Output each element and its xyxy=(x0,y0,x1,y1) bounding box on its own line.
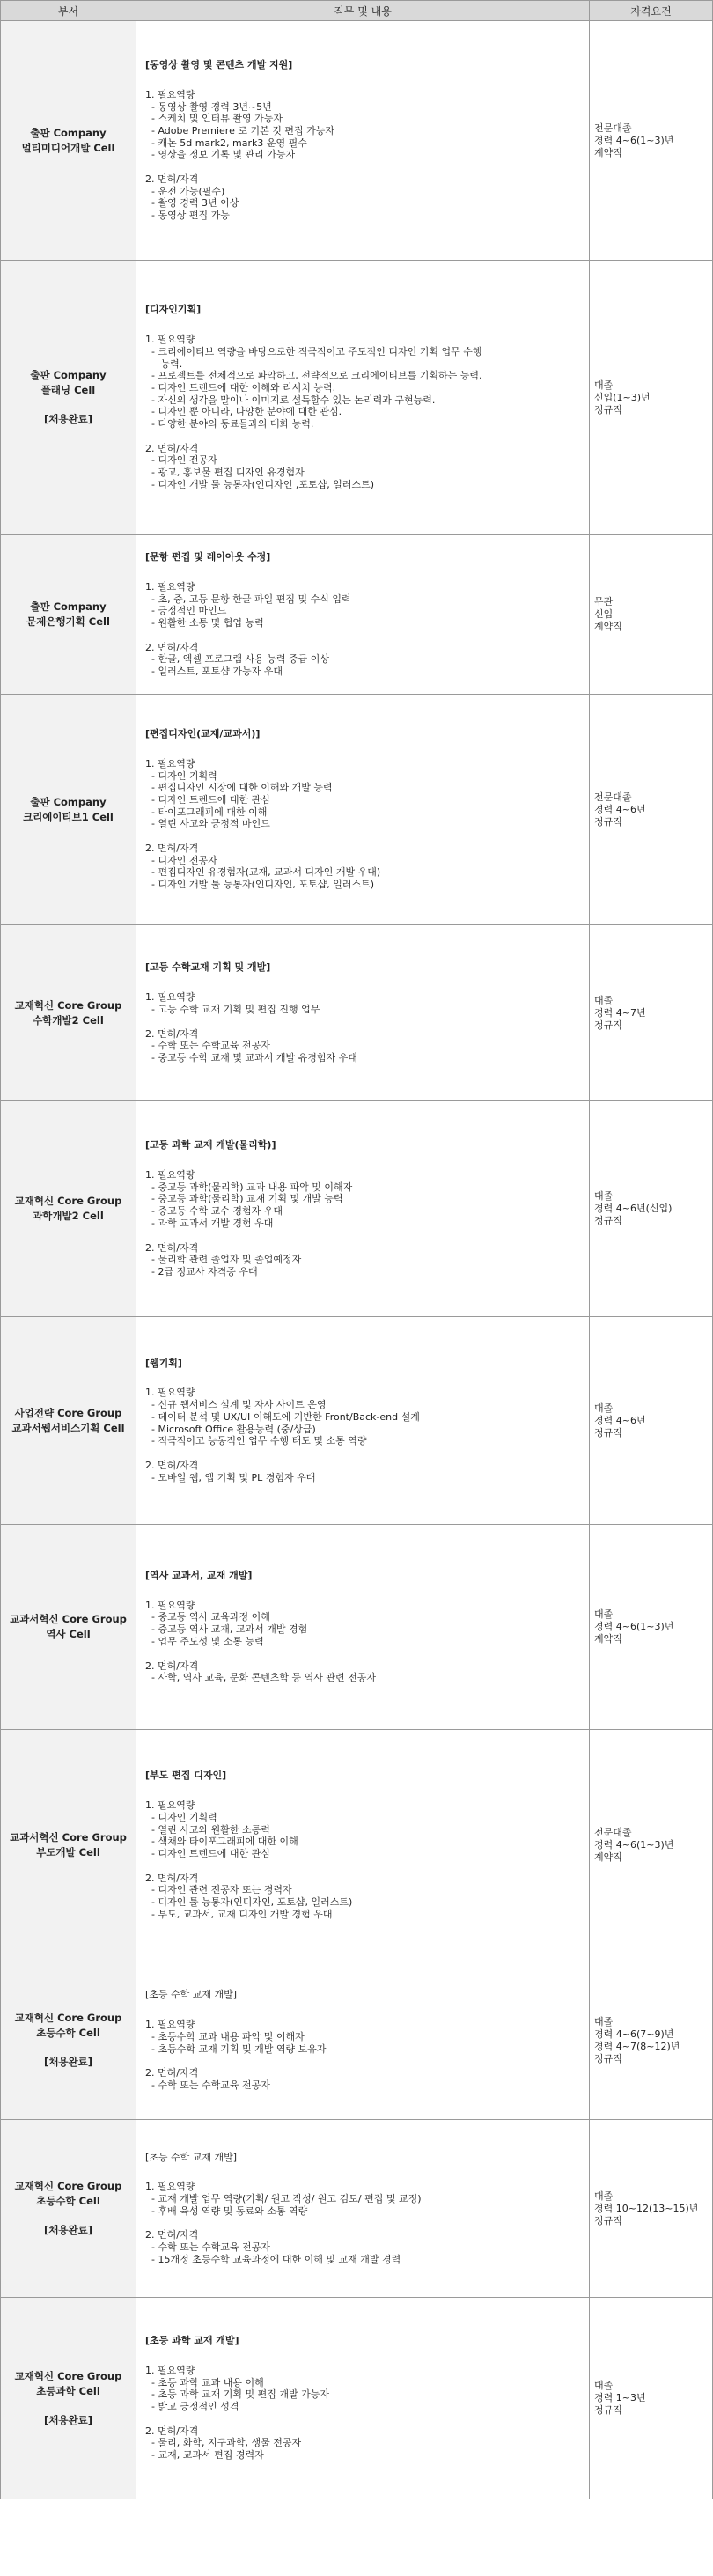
section-heading-license: 2. 면허/자격 xyxy=(145,2425,199,2437)
header-row xyxy=(1,1,713,21)
competency-item: - 신규 웹서비스 설계 및 자사 사이트 운영 xyxy=(145,1399,327,1411)
section-heading-competency: 1. 필요역량 xyxy=(145,2019,195,2031)
section-heading-competency: 1. 필요역량 xyxy=(145,1387,195,1399)
license-item: - 디자인 개발 툴 능통자(인디자인, 포토샵, 일러스트) xyxy=(145,879,375,891)
section-spacer xyxy=(145,830,589,843)
duty-cell xyxy=(136,1101,590,1317)
duty-title: [디자인기획] xyxy=(145,304,202,316)
dept-name-line: 교재혁신 Core Group xyxy=(14,2012,122,2024)
dept-name-line: 교과서웹서비스기획 Cell xyxy=(11,1421,125,1434)
competency-item: - 긍정적인 마인드 xyxy=(145,605,227,617)
section-heading-license: 2. 면허/자격 xyxy=(145,2067,199,2079)
duty-title: [동영상 촬영 및 콘텐츠 개발 지원] xyxy=(145,59,293,71)
competency-item: - 중고등 수학 교수 경험자 우대 xyxy=(145,1205,283,1218)
license-item: - 운전 가능(필수) xyxy=(145,185,225,197)
section-heading-license: 2. 면허/자격 xyxy=(145,1027,199,1040)
competency-item: - 디자인 뿐 아니라, 다양한 분야에 대한 관심. xyxy=(145,406,342,418)
duty-title: [편집디자인(교재/교과서)] xyxy=(145,728,261,740)
dept-name-line: 출판 Company xyxy=(30,600,107,613)
dept-cell xyxy=(1,1730,136,1961)
duty-cell xyxy=(136,1961,590,2120)
header-req: 자격요건 xyxy=(590,1,713,21)
duty-title: [부도 편집 디자인] xyxy=(145,1770,227,1782)
dept-name-line: 출판 Company xyxy=(30,126,107,139)
duty-cell xyxy=(136,1730,590,1961)
license-item: - 디자인 관련 전공자 또는 경력자 xyxy=(145,1884,292,1896)
dept-name-line: 출판 Company xyxy=(30,369,107,381)
section-heading-competency: 1. 필요역량 xyxy=(145,1169,195,1181)
license-item: - 편집디자인 유경험자(교재, 교과서 디자인 개발 우대) xyxy=(145,866,381,879)
requirement-cell: 전문대졸 경력 4~6(1~3)년 계약직 xyxy=(590,1730,713,1961)
competency-item: - 고등 수학 교재 기획 및 편집 진행 업무 xyxy=(145,1003,320,1015)
table-row xyxy=(1,261,713,535)
competency-item: - 다양한 분야의 동료들과의 대화 능력. xyxy=(145,418,314,431)
section-spacer xyxy=(145,1648,589,1660)
competency-item: - 과학 교과서 개발 경험 우대 xyxy=(145,1217,274,1229)
section-spacer xyxy=(145,1447,589,1460)
license-item: - 모바일 웹, 앱 기획 및 PL 경험자 우대 xyxy=(145,1471,316,1483)
header-duty: 직무 및 내용 xyxy=(136,1,590,21)
license-item: - 수학 또는 수학교육 전공자 xyxy=(145,1040,270,1052)
dept-cell xyxy=(1,21,136,261)
duty-title: [초등 과학 교재 개발] xyxy=(145,2335,239,2347)
competency-item: - 디자인 트렌드에 대한 관심 xyxy=(145,1848,270,1859)
requirement-cell: 대졸 경력 4~6(7~9)년 경력 4~7(8~12)년 정규직 xyxy=(590,1961,713,2120)
dept-cell xyxy=(1,2298,136,2499)
dept-cell xyxy=(1,1961,136,2120)
section-heading-competency: 1. 필요역량 xyxy=(145,757,195,769)
competency-item: - 크리에이티브 역량을 바탕으로한 적극적이고 주도적인 디자인 기획 업무 수행 xyxy=(145,345,482,357)
requirement-cell: 무관 신입 계약직 xyxy=(590,535,713,695)
section-heading-license: 2. 면허/자격 xyxy=(145,1872,199,1884)
requirement-cell: 대졸 신입(1~3)년 정규직 xyxy=(590,261,713,535)
competency-item: - 자신의 생각을 말이나 이미지로 설득할수 있는 논리력과 구현능력. xyxy=(145,394,436,406)
competency-item: - 편집디자인 시장에 대한 이해와 개발 능력 xyxy=(145,782,333,794)
dept-cell xyxy=(1,1525,136,1730)
table-row xyxy=(1,1317,713,1525)
competency-item: - 교재 개발 업무 역량(기획/ 원고 작성/ 원고 검토/ 편집 및 교정) xyxy=(145,2192,422,2204)
dept-cell xyxy=(1,261,136,535)
license-item: - 사학, 역사 교육, 문화 콘텐츠학 등 역사 관련 전공자 xyxy=(145,1672,376,1684)
section-heading-competency: 1. 필요역량 xyxy=(145,1800,195,1812)
section-spacer xyxy=(145,1860,589,1873)
hiring-complete-label: [채용완료] xyxy=(44,2224,92,2236)
competency-item: - 후배 육성 역량 및 동료와 소통 역량 xyxy=(145,2204,308,2217)
competency-item: - 데이터 분석 및 UX/UI 이해도에 기반한 Front/Back-end 설계 xyxy=(145,1410,420,1423)
license-item: - 디자인 툴 능통자(인디자인, 포토샵, 일러스트) xyxy=(145,1896,353,1909)
section-heading-competency: 1. 필요역량 xyxy=(145,991,195,1004)
duty-cell xyxy=(136,1525,590,1730)
duty-cell xyxy=(136,21,590,261)
requirement-cell: 대졸 경력 4~6년 정규직 xyxy=(590,1317,713,1525)
competency-item: - 초등 과학 교과 내용 이해 xyxy=(145,2376,264,2388)
license-item: - 동영상 편집 가능 xyxy=(145,210,230,222)
license-item: - 디자인 전공자 xyxy=(145,454,217,467)
competency-item: - 타이포그래피에 대한 이해 xyxy=(145,806,268,818)
requirement-cell: 대졸 경력 4~6(1~3)년 계약직 xyxy=(590,1525,713,1730)
competency-item: - 적극적이고 능동적인 업무 수행 태도 및 소통 역량 xyxy=(145,1435,367,1447)
dept-name-line: 출판 Company xyxy=(30,795,107,808)
table-body xyxy=(1,21,713,2499)
license-item: - 15개정 초등수학 교육과정에 대한 이해 및 교재 개발 경력 xyxy=(145,2253,401,2265)
section-spacer xyxy=(145,1016,589,1028)
license-item: - 일러스트, 포토샵 가능자 우대 xyxy=(145,666,283,678)
table-row xyxy=(1,2298,713,2499)
competency-item: - 디자인 기획력 xyxy=(145,1811,217,1823)
duty-title: [역사 교과서, 교재 개발] xyxy=(145,1570,253,1582)
duty-title: [고등 수학교재 기획 및 개발] xyxy=(145,961,271,974)
requirement-cell: 전문대졸 경력 4~6(1~3)년 계약직 xyxy=(590,21,713,261)
section-heading-license: 2. 면허/자격 xyxy=(145,1459,199,1471)
competency-item: - 디자인 트렌드에 대한 이해와 리서치 능력. xyxy=(145,381,336,394)
competency-item: - 열린 사고와 긍정적 마인드 xyxy=(145,818,270,830)
competency-item: 능력. xyxy=(145,357,183,370)
table-row xyxy=(1,1961,713,2120)
duty-cell xyxy=(136,925,590,1101)
license-item: - 한글, 엑셀 프로그램 사용 능력 중급 이상 xyxy=(145,653,329,666)
section-spacer xyxy=(145,431,589,443)
competency-item: - 초, 중, 고등 문항 한글 파일 편집 및 수식 입력 xyxy=(145,592,351,605)
license-item: - 촬영 경력 3년 이상 xyxy=(145,197,239,210)
section-spacer xyxy=(145,2413,589,2425)
competency-item: - 원활한 소통 및 협업 능력 xyxy=(145,617,264,629)
dept-name-line: 교재혁신 Core Group xyxy=(14,998,122,1012)
competency-item: - 밝고 긍정적인 성격 xyxy=(145,2401,239,2412)
dept-name-line: 수학개발2 Cell xyxy=(33,1013,104,1027)
section-heading-license: 2. 면허/자격 xyxy=(145,442,199,454)
section-heading-license: 2. 면허/자격 xyxy=(145,1241,199,1254)
competency-item: - 프로젝트를 전체적으로 파악하고, 전략적으로 크리에이티브를 기획하는 능력. xyxy=(145,370,482,382)
dept-name-line: 초등수학 Cell xyxy=(36,2195,100,2207)
section-heading-competency: 1. 필요역량 xyxy=(145,2364,195,2376)
table-row xyxy=(1,21,713,261)
section-heading-license: 2. 면허/자격 xyxy=(145,1660,199,1672)
competency-item: - Microsoft Office 활용능력 (중/상급) xyxy=(145,1423,316,1435)
section-spacer xyxy=(145,2217,589,2229)
competency-item: - 색채와 타이포그래피에 대한 이해 xyxy=(145,1836,298,1848)
dept-name-line: 교재혁신 Core Group xyxy=(14,2180,122,2192)
license-item: - 광고, 홍보물 편집 디자인 유경험자 xyxy=(145,467,305,479)
section-heading-competency: 1. 필요역량 xyxy=(145,1599,195,1611)
duty-cell xyxy=(136,535,590,695)
section-heading-license: 2. 면허/자격 xyxy=(145,641,199,653)
section-heading-competency: 1. 필요역량 xyxy=(145,88,195,100)
requirement-cell: 대졸 경력 10~12(13~15)년 정규직 xyxy=(590,2120,713,2298)
license-item: - 수학 또는 수학교육 전공자 xyxy=(145,2079,270,2091)
license-item: - 디자인 개발 툴 능통자(인디자인 ,포토샵, 일러스트) xyxy=(145,478,375,490)
requirement-cell: 전문대졸 경력 4~6년 정규직 xyxy=(590,695,713,925)
competency-item: - 업무 주도성 및 소통 능력 xyxy=(145,1635,264,1647)
competency-item: - 디자인 트렌드에 대한 관심 xyxy=(145,793,270,806)
duty-title: [문항 편집 및 레이아웃 수정] xyxy=(145,551,271,563)
requirement-cell: 대졸 경력 1~3년 정규직 xyxy=(590,2298,713,2499)
duty-cell xyxy=(136,695,590,925)
dept-name-line: 교과서혁신 Core Group xyxy=(10,1613,127,1625)
section-heading-license: 2. 면허/자격 xyxy=(145,843,199,855)
competency-item: - 디자인 기획력 xyxy=(145,769,217,782)
dept-cell xyxy=(1,1101,136,1317)
competency-item: - 스케치 및 인터뷰 촬영 가능자 xyxy=(145,113,283,125)
dept-name-line: 역사 Cell xyxy=(46,1628,91,1640)
license-item: - 부도, 교과서, 교재 디자인 개발 경험 우대 xyxy=(145,1908,333,1920)
license-item: - 물리, 화학, 지구과학, 생물 전공자 xyxy=(145,2437,302,2449)
competency-item: - 초등수학 교재 기획 및 개발 역량 보유자 xyxy=(145,2042,327,2055)
section-spacer xyxy=(145,161,589,173)
duty-cell xyxy=(136,2120,590,2298)
dept-cell xyxy=(1,695,136,925)
dept-name-line: 과학개발2 Cell xyxy=(33,1210,104,1222)
duty-cell xyxy=(136,261,590,535)
section-spacer xyxy=(145,1230,589,1242)
dept-name-line: 교재혁신 Core Group xyxy=(14,1195,122,1207)
competency-item: - 중고등 역사 교육과정 이해 xyxy=(145,1611,270,1623)
license-item: - 수학 또는 수학교육 전공자 xyxy=(145,2241,270,2254)
license-item: - 디자인 전공자 xyxy=(145,854,217,866)
hiring-complete-label: [채용완료] xyxy=(44,2413,92,2426)
competency-item: - 중고등 과학(물리학) 교재 기획 및 개발 능력 xyxy=(145,1193,343,1205)
duty-title: [초등 수학 교재 개발] xyxy=(145,1989,238,2001)
duty-cell xyxy=(136,2298,590,2499)
table-row xyxy=(1,925,713,1101)
competency-item: - 영상을 정보 기록 및 관리 가능자 xyxy=(145,149,296,161)
table-row xyxy=(1,1730,713,1961)
dept-name-line: 사업전략 Core Group xyxy=(14,1406,122,1419)
competency-item: - 초등수학 교과 내용 파악 및 이해자 xyxy=(145,2030,305,2042)
hiring-complete-label: [채용완료] xyxy=(44,2056,92,2068)
table-row xyxy=(1,1525,713,1730)
dept-name-line: 크리에이티브1 Cell xyxy=(23,810,114,823)
section-heading-license: 2. 면허/자격 xyxy=(145,173,199,186)
license-item: - 2급 정교사 자격증 우대 xyxy=(145,1265,258,1277)
competency-item: - 동영상 촬영 경력 3년~5년 xyxy=(145,100,272,113)
duty-cell xyxy=(136,1317,590,1525)
dept-cell xyxy=(1,1317,136,1525)
dept-name-line: 플래닝 Cell xyxy=(40,384,96,396)
license-item: - 물리학 관련 졸업자 및 졸업예정자 xyxy=(145,1254,302,1266)
section-heading-competency: 1. 필요역량 xyxy=(145,580,195,592)
requirement-cell: 대졸 경력 4~7년 정규직 xyxy=(590,925,713,1101)
table-row xyxy=(1,535,713,695)
table-row xyxy=(1,695,713,925)
duty-title: [고등 과학 교재 개발(물리학)] xyxy=(145,1139,276,1152)
section-heading-competency: 1. 필요역량 xyxy=(145,2181,195,2193)
dept-name-line: 교과서혁신 Core Group xyxy=(10,1831,127,1844)
dept-cell xyxy=(1,925,136,1101)
section-heading-license: 2. 면허/자격 xyxy=(145,2229,199,2241)
hiring-complete-label: [채용완료] xyxy=(44,413,92,425)
competency-item: - 중고등 역사 교재, 교과서 개발 경험 xyxy=(145,1623,308,1636)
dept-cell xyxy=(1,2120,136,2298)
dept-name-line: 교재혁신 Core Group xyxy=(14,2369,122,2382)
competency-item: - 열린 사고와 원활한 소통력 xyxy=(145,1823,270,1836)
table-row xyxy=(1,2120,713,2298)
requirement-cell: 대졸 경력 4~6년(신입) 정규직 xyxy=(590,1101,713,1317)
dept-name-line: 초등과학 Cell xyxy=(36,2384,100,2397)
table-row xyxy=(1,1101,713,1317)
license-item: - 교재, 교과서 편집 경력자 xyxy=(145,2449,264,2462)
section-spacer xyxy=(145,2055,589,2067)
dept-name-line: 부도개발 Cell xyxy=(36,1846,100,1858)
competency-item: - Adobe Premiere 로 기본 컷 편집 가능자 xyxy=(145,124,334,136)
dept-cell xyxy=(1,535,136,695)
competency-item: - 초등 과학 교재 기획 및 편집 개발 가능자 xyxy=(145,2388,329,2401)
competency-item: - 캐논 5d mark2, mark3 운영 필수 xyxy=(145,136,307,149)
duty-title: [초등 수학 교재 개발] xyxy=(145,2151,238,2163)
license-item: - 중고등 수학 교재 및 교과서 개발 유경험자 우대 xyxy=(145,1051,357,1064)
dept-name-line: 문제은행기획 Cell xyxy=(26,615,110,628)
section-spacer xyxy=(145,629,589,642)
duty-title: [웹기획] xyxy=(145,1357,182,1369)
dept-name-line: 초등수학 Cell xyxy=(36,2027,100,2039)
dept-name-line: 멀티미디어개발 Cell xyxy=(21,141,115,154)
competency-item: - 중고등 과학(물리학) 교과 내용 파악 및 이해자 xyxy=(145,1181,353,1193)
section-heading-competency: 1. 필요역량 xyxy=(145,334,195,346)
header-dept: 부서 xyxy=(1,1,136,21)
